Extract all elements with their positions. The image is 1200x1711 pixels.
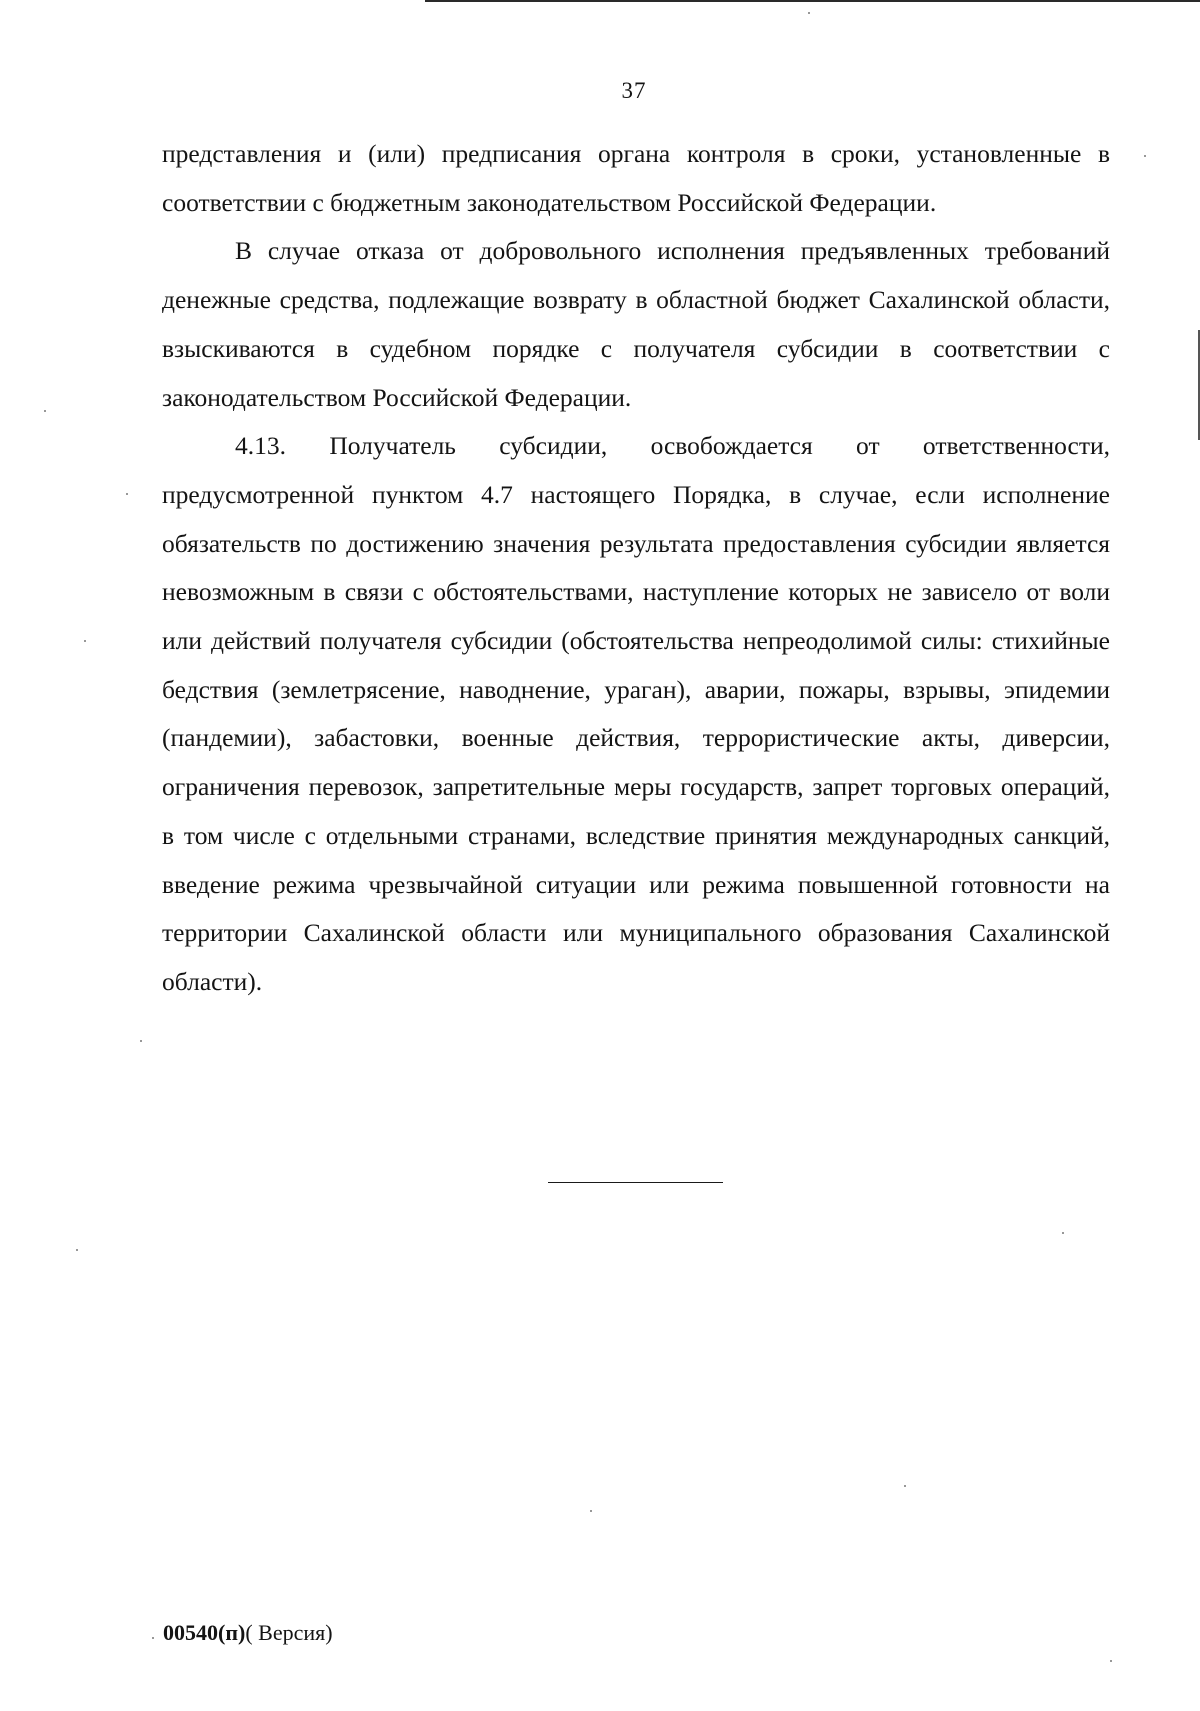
scan-speck <box>76 1249 78 1251</box>
paragraph-refusal-recovery: В случае отказа от добровольного исполнения предъявленных требований денежные средства, подлежащие возврату в областной бюджет Сахалинской области, взыскиваются в судебном порядке с получателя субсидии в соответствии с законодательством Российской Федерации. <box>162 236 1110 412</box>
scan-speck <box>904 1485 906 1487</box>
scan-speck <box>152 1637 154 1639</box>
end-separator-line <box>548 1182 723 1183</box>
scan-speck <box>1062 1232 1064 1234</box>
paragraph-4-13-force-majeure: 4.13. Получатель субсидии, освобождается от ответственности, предусмотренной пунктом 4.7 настоящего Порядка, в случае, если исполнение обязательств по достижению значения результата предоставления субсидии является невозможным в связи с обстоятельствами, наступление которых не зависело от воли или действий получателя субсидии (обстоятельства непреодолимой силы: стихийные бедствия (землетрясение, наводнение, ураган), аварии, пожары, взрывы, эпидемии (пандемии), забастовки, военные действия, террористические акты, диверсии, ограничения перевозок, запретительные меры государств, запрет торговых операций, в том числе с отдельными странами, вследствие принятия международных санкций, введение режима чрезвычайной ситуации или режима повышенной готовности на территории Сахалинской области или муниципального образования Сахалинской области). <box>162 431 1110 996</box>
document-code: 00540(п) <box>163 1620 246 1645</box>
scan-speck <box>1144 155 1146 157</box>
scan-speck <box>1110 1660 1112 1662</box>
document-body <box>162 130 1110 1007</box>
paragraph-continuation: представления и (или) предписания органа контроля в сроки, установленные в соответствии с бюджетным законодательством Российской Федерации. <box>162 139 1110 217</box>
scan-speck <box>44 410 46 412</box>
scan-speck <box>590 1510 592 1512</box>
scan-speck <box>84 640 86 642</box>
scan-speck <box>126 493 128 495</box>
document-version-label: ( Версия) <box>245 1620 333 1645</box>
document-footer <box>163 1620 333 1646</box>
scan-speck <box>808 12 810 14</box>
page-number: 37 <box>621 78 647 103</box>
scan-speck <box>140 1040 142 1042</box>
scan-edge-top <box>425 0 1200 2</box>
